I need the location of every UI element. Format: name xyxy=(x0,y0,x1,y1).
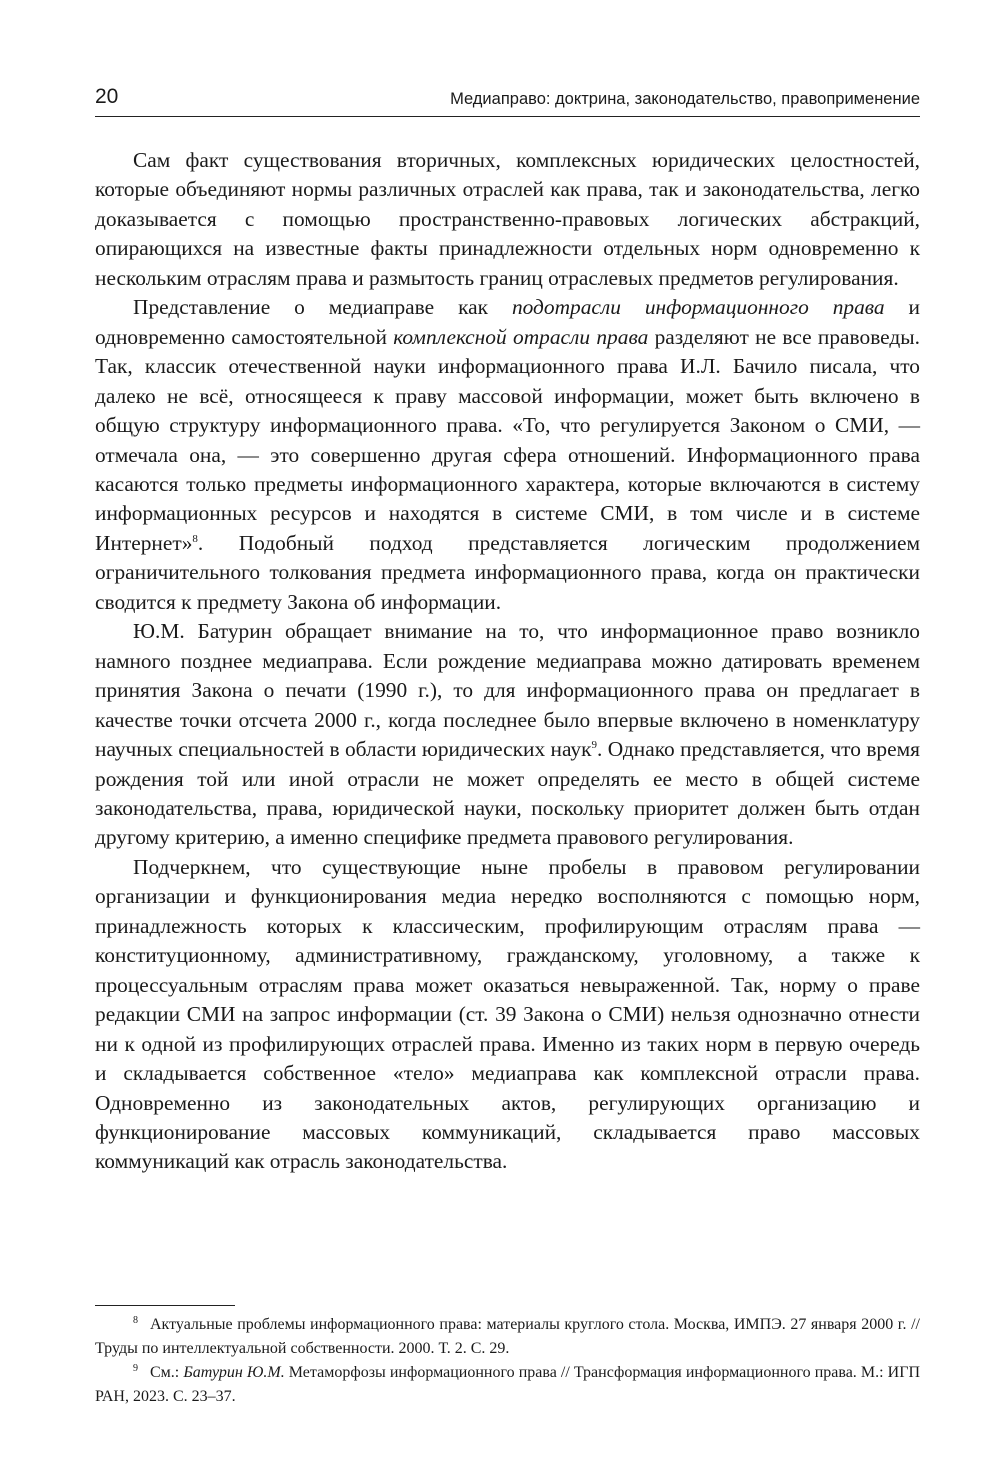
paragraph-2 xyxy=(95,293,920,617)
footnote-ref-8[interactable]: 8 xyxy=(192,532,198,545)
paragraph-3 xyxy=(95,617,920,853)
footnote-9-text: Метаморфозы информационного права // Трансформация информационного права. М.: ИГП РАН, 2023. С. 23–37. xyxy=(95,1364,921,1405)
footnote-9-number: 9 xyxy=(133,1363,138,1374)
footnote-9-prefix: См.: xyxy=(150,1364,184,1381)
paragraph-1: Сам факт существования вторичных, комплексных юридических целостностей, которые объединяют нормы различных отраслей как права, так и законодательства, легко доказывается с помощью пространственно-правовых логических абстракций, опирающихся на известные факты принадлежности отдельных норм одновременно к нескольким отраслям права и размытость границ отраслевых предметов регулирования. xyxy=(95,148,920,290)
paragraph-2-part-3: разделяют не все правоведы. Так, классик отечественной науки информационного права И.Л. Бачило писала, что далеко не всё, относящееся к праву массовой информации, может быть включено в общую структуру информационного права. «То, что регулируется Законом о СМИ, — отмечала она, — это совершенно другая сфера отношений. Информационного права касаются только предметы информационного характера, которые включаются в систему информационных ресурсов и находятся в системе СМИ, в том числе и в системе Интернет» xyxy=(95,324,920,555)
page-number: 20 xyxy=(95,85,119,108)
footnote-8-number: 8 xyxy=(133,1315,138,1326)
paragraph-2-part-4: . Подобный подход представляется логическим продолжением ограничительного толкования предмета информационного права, когда он практически сводится к предмету Закона об информации. xyxy=(95,530,920,614)
page-header xyxy=(95,84,920,117)
footnote-8-text: Актуальные проблемы информационного права: материалы круглого стола. Москва, ИМПЭ. 27 января 2000 г. // Труды по интеллектуальной собственности. 2000. Т. 2. С. 29. xyxy=(95,1316,920,1357)
footnote-8 xyxy=(95,1313,920,1361)
paragraph-3-part-1: Ю.М. Батурин обращает внимание на то, что информационное право возникло намного позднее медиаправа. Если рождение медиаправа можно датировать временем принятия Закона о печати (1990 г.), то для информационного права он предлагает в качестве точки отсчета 2000 г., когда последнее было впервые включено в номенклатуру научных специальностей в области юридических наук xyxy=(95,619,920,762)
paragraph-4: Подчеркнем, что существующие ныне пробелы в правовом регулировании организации и функционирования медиа нередко восполняются с помощью норм, принадлежность которых к классическим, профилирующим отраслям права — конституционному, административному, гражданскому, уголовному, а также к процессуальным отраслям права может оказаться невыраженной. Так, норму о праве редакции СМИ на запрос информации (ст. 39 Закона о СМИ) нельзя однозначно отнести ни к одной из профилирующих отраслей права. Именно из таких норм в первую очередь и складывается собственное «тело» медиаправа как комплексной отрасли права. Одновременно из законодательных актов, регулирующих организацию и функционирование массовых коммуникаций, складывается право массовых коммуникаций как отрасль законодательства. xyxy=(95,854,920,1174)
body-text xyxy=(95,146,920,1177)
running-title: Медиаправо: доктрина, законодательство, правоприменение xyxy=(450,90,920,108)
footnote-9-author: Батурин Ю.М. xyxy=(183,1364,285,1381)
paragraph-3-part-2: . Однако представляется, что время рождения той или иной отрасли не может определять ее место в общей системе законодательства, права, юридической науки, поскольку приоритет должен быть отдан другому критерию, а именно специфике предмета правового регулирования. xyxy=(95,737,920,850)
paragraph-2-emphasis-1: подотрасли информационного права xyxy=(511,295,885,320)
paragraph-2-emphasis-2: комплексной отрасли права xyxy=(393,324,649,349)
footnote-9 xyxy=(95,1361,920,1409)
paragraph-2-part-1: Представление о медиаправе как xyxy=(133,295,512,320)
footnotes xyxy=(95,1313,920,1409)
footnote-divider xyxy=(95,1305,235,1306)
paragraph-2-part-2: и одновременно самостоятельной xyxy=(95,295,920,349)
footnote-ref-9[interactable]: 9 xyxy=(591,739,597,752)
